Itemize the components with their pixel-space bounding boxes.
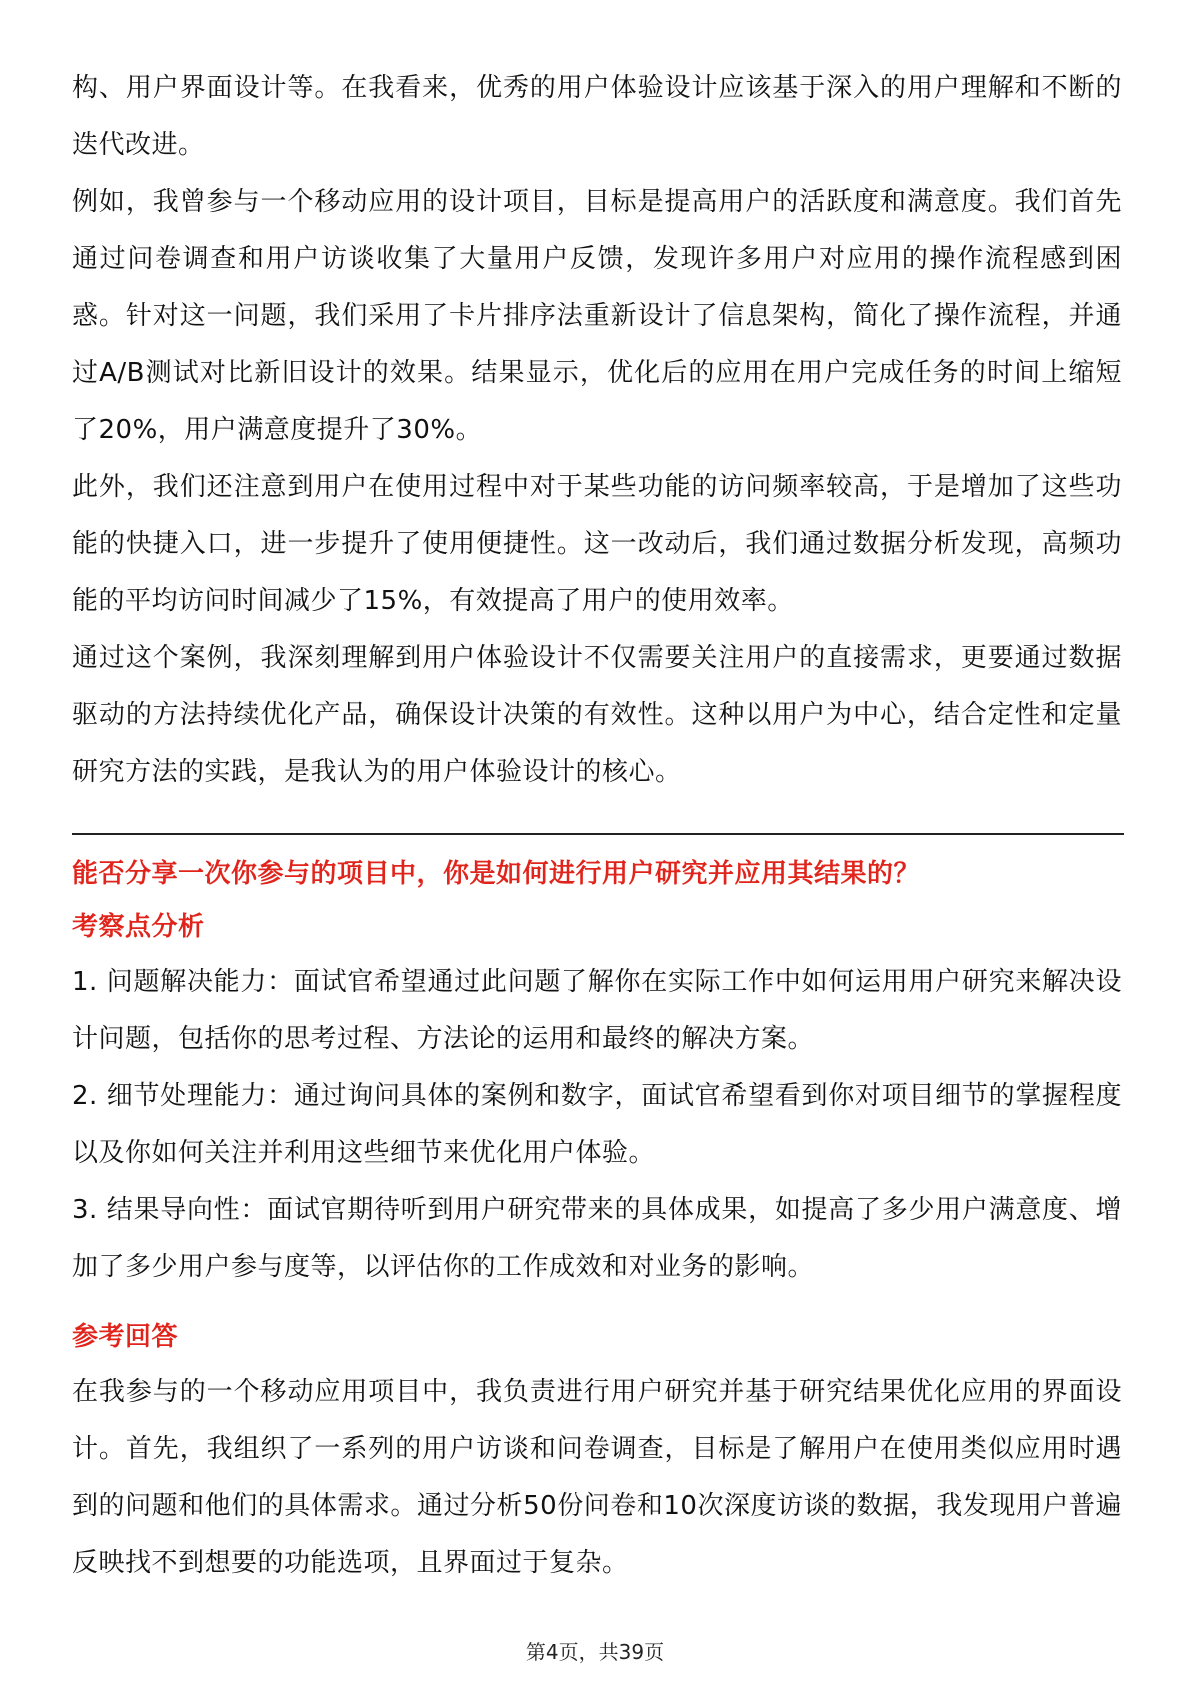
analysis-heading: 考察点分析 xyxy=(72,912,205,942)
intro-paragraph-1: 构、用户界面设计等。在我看来，优秀的用户体验设计应该基于深入的用户理解和不断的迭代改进。 xyxy=(72,73,1122,160)
answer-text: 在我参与的一个移动应用项目中，我负责进行用户研究并基于研究结果优化应用的界面设计。首先，我组织了一系列的用户访谈和问卷调查，目标是了解用户在使用类似应用时遇到的问题和他们的具体需求。通过分析50份问卷和10次深度访谈的数据，我发现用户普遍反映找不到想要的功能选项，且界面过于复杂。 xyxy=(72,1377,1122,1578)
analysis-point-3: 3. 结果导向性：面试官期待听到用户研究带来的具体成果，如提高了多少用户满意度、增加了多少用户参与度等，以评估你的工作成效和对业务的影响。 xyxy=(72,1195,1122,1282)
intro-paragraph-4: 通过这个案例，我深刻理解到用户体验设计不仅需要关注用户的直接需求，更要通过数据驱动的方法持续优化产品，确保设计决策的有效性。这种以用户为中心，结合定性和定量研究方法的实践，是我认为的用户体验设计的核心。 xyxy=(72,643,1122,787)
intro-paragraph-2: 例如，我曾参与一个移动应用的设计项目，目标是提高用户的活跃度和满意度。我们首先通过问卷调查和用户访谈收集了大量用户反馈，发现许多用户对应用的操作流程感到困惑。针对这一问题，我们采用了卡片排序法重新设计了信息架构，简化了操作流程，并通过A/B测试对比新旧设计的效果。结果显示，优化后的应用在用户完成任务的时间上缩短了20%，用户满意度提升了30%。 xyxy=(72,187,1122,445)
analysis-point-1: 1. 问题解决能力：面试官希望通过此问题了解你在实际工作中如何运用用户研究来解决设计问题，包括你的思考过程、方法论的运用和最终的解决方案。 xyxy=(72,967,1122,1054)
intro-paragraph-3: 此外，我们还注意到用户在使用过程中对于某些功能的访问频率较高，于是增加了这些功能的快捷入口，进一步提升了使用便捷性。这一改动后，我们通过数据分析发现，高频功能的平均访问时间减少了15%，有效提高了用户的使用效率。 xyxy=(72,472,1122,616)
page-number: 第4页，共39页 xyxy=(525,1640,665,1664)
intro-section xyxy=(72,60,1122,801)
question-section xyxy=(72,848,1122,1592)
analysis-point-2: 2. 细节处理能力：通过询问具体的案例和数字，面试官希望看到你对项目细节的掌握程度以及你如何关注并利用这些细节来优化用户体验。 xyxy=(72,1081,1122,1168)
section-divider xyxy=(72,833,1124,835)
answer-heading: 参考回答 xyxy=(72,1322,179,1352)
question-title: 能否分享一次你参与的项目中，你是如何进行用户研究并应用其结果的？ xyxy=(72,859,921,889)
